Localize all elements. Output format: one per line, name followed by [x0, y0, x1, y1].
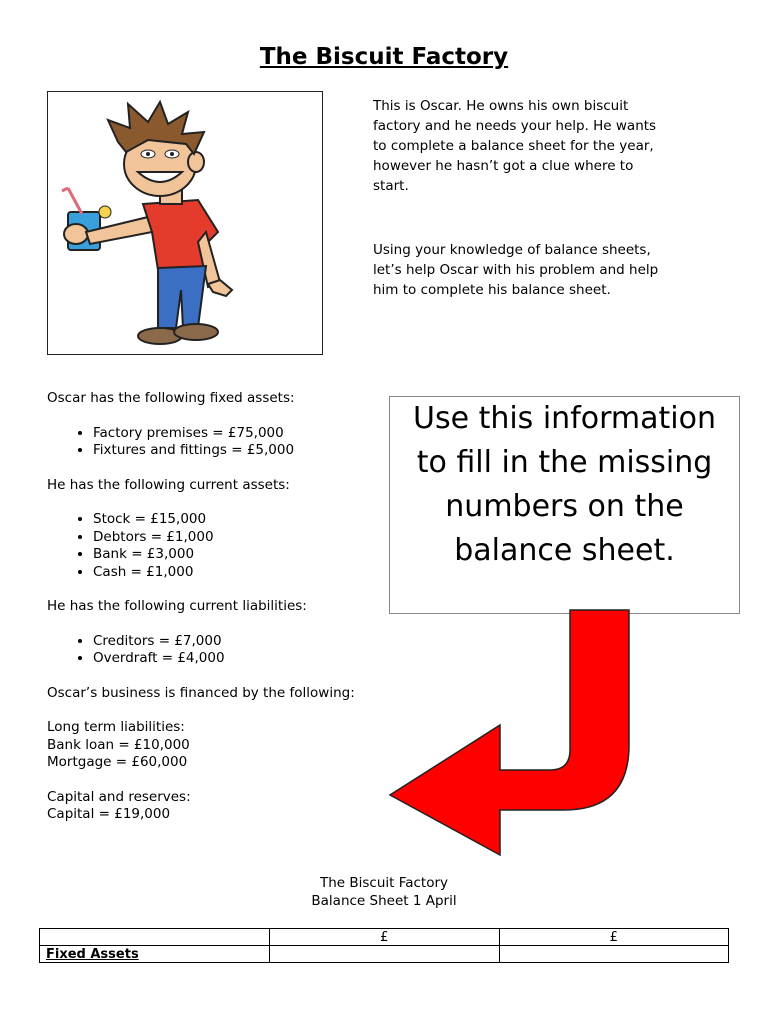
list-item: • Debtors = £1,000 [93, 529, 387, 547]
capital-reserves-heading: Capital and reserves: [47, 788, 191, 805]
instruction-callout [389, 396, 740, 614]
table-row [40, 946, 729, 963]
mortgage-line: Mortgage = £60,000 [47, 754, 188, 770]
callout-line: to fill in the missing [416, 445, 713, 480]
list-item: • Factory premises = £75,000 [93, 425, 387, 443]
oscar-information [47, 390, 387, 824]
callout-line: Use this information [412, 401, 716, 436]
table-header-row [40, 929, 729, 946]
table-cell[interactable] [499, 946, 729, 963]
intro-paragraph-2: Using your knowledge of balance sheets, let’s help Oscar with his problem and help him to complete his balance sheet. [373, 242, 659, 298]
row-label-fixed-assets: Fixed Assets [40, 946, 270, 963]
table-cell[interactable] [270, 946, 500, 963]
financed-heading: Oscar’s business is financed by the following: [47, 684, 355, 701]
list-item: • Stock = £15,000 [93, 511, 387, 529]
callout-line: balance sheet. [454, 533, 675, 568]
balance-sheet-date: Balance Sheet 1 April [311, 892, 457, 909]
header-cell: £ [270, 929, 500, 946]
current-assets-list [47, 511, 387, 581]
page-title: The Biscuit Factory [259, 44, 509, 70]
current-assets-heading: He has the following current assets: [47, 476, 290, 493]
balance-sheet-company: The Biscuit Factory [319, 875, 449, 891]
header-cell: £ [499, 929, 729, 946]
list-item: • Bank = £3,000 [93, 546, 387, 564]
header-cell [40, 929, 270, 946]
long-term-liabilities-heading: Long term liabilities: [47, 719, 185, 735]
capital-line: Capital = £19,000 [47, 806, 171, 822]
fixed-assets-heading: Oscar has the following fixed assets: [47, 390, 295, 406]
intro-paragraph-1: This is Oscar. He owns his own biscuit factory and he needs your help. He wants to complete a balance sheet for the year, however he hasn’t got a clue where to start. [373, 98, 657, 194]
current-liabilities-heading: He has the following current liabilities: [47, 598, 307, 614]
callout-line: numbers on the [445, 489, 684, 524]
list-item: • Overdraft = £4,000 [93, 650, 387, 668]
balance-sheet-heading [0, 875, 768, 910]
oscar-illustration [47, 91, 323, 355]
balance-sheet-table [39, 928, 729, 963]
list-item: • Fixtures and fittings = £5,000 [93, 442, 387, 460]
list-item: • Creditors = £7,000 [93, 633, 387, 651]
fixed-assets-list [47, 425, 387, 460]
current-liabilities-list [47, 633, 387, 668]
bank-loan-line: Bank loan = £10,000 [47, 736, 190, 753]
curved-arrow-icon [380, 600, 640, 860]
list-item: • Cash = £1,000 [93, 564, 387, 582]
